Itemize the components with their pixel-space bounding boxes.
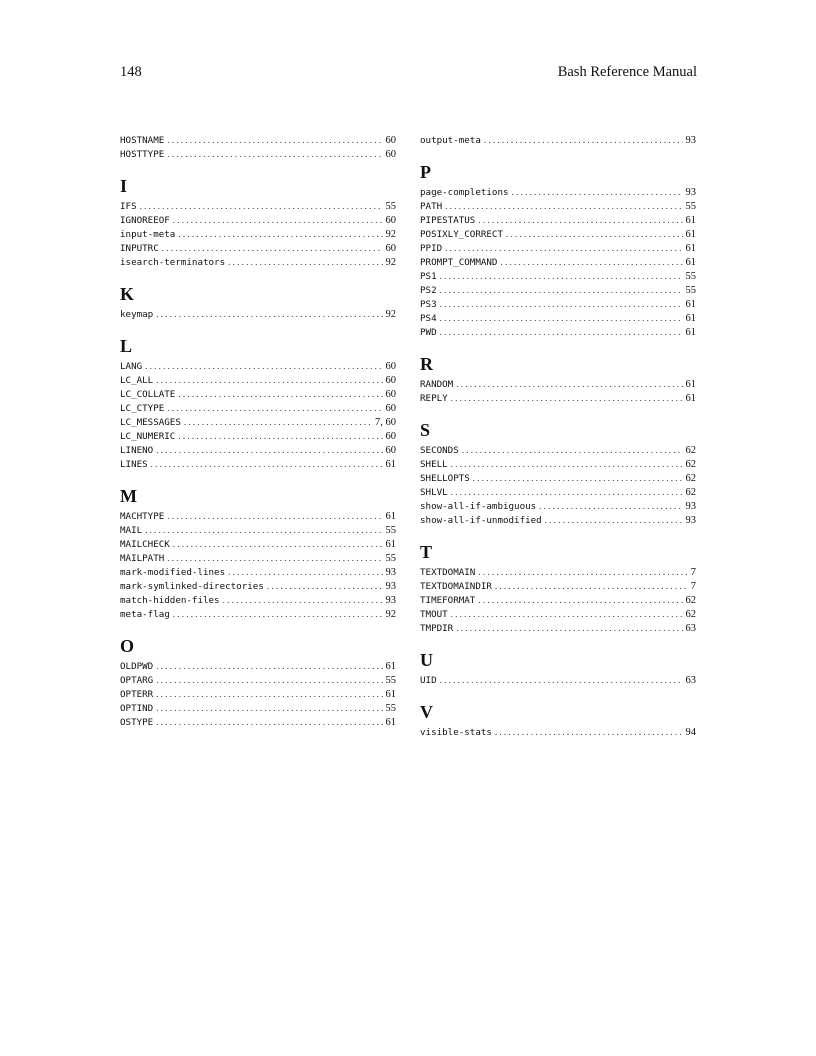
index-entry [120, 687, 396, 701]
entry-page-numbers: 93 [685, 501, 696, 512]
entry-name: LINENO [120, 445, 154, 456]
index-entry [420, 579, 696, 593]
entry-name: match-hidden-files [120, 595, 220, 606]
entry-page-numbers: 61 [685, 327, 696, 338]
entry-page-numbers: 93 [385, 567, 396, 578]
index-entry [120, 429, 396, 443]
dot-leader [178, 387, 382, 401]
index-entry [420, 621, 696, 635]
index-entry [420, 199, 696, 213]
index-entry [420, 185, 696, 199]
entry-page-numbers: 63 [685, 623, 696, 634]
entry-name: OPTIND [120, 703, 154, 714]
entry-page-numbers: 61 [685, 257, 696, 268]
section-letter-heading: I [120, 176, 128, 196]
entry-page-numbers: 93 [385, 581, 396, 592]
dot-leader [156, 659, 382, 673]
entry-page-numbers: 7 [690, 581, 696, 592]
index-entry [420, 325, 696, 339]
entry-page-numbers: 92 [385, 309, 396, 320]
entry-name: PS4 [420, 313, 437, 324]
dot-leader [495, 579, 688, 593]
index-entry [420, 443, 696, 457]
dot-leader [140, 199, 383, 213]
entry-name: LC_ALL [120, 375, 154, 386]
entry-page-numbers: 55 [385, 675, 396, 686]
page-header [120, 64, 697, 84]
entry-name: output-meta [420, 135, 481, 146]
entry-name: SHELLOPTS [420, 473, 470, 484]
index-entry [120, 199, 396, 213]
entry-name: PROMPT_COMMAND [420, 257, 498, 268]
dot-leader [145, 359, 382, 373]
entry-name: OPTERR [120, 689, 154, 700]
index-entry [420, 593, 696, 607]
entry-name: show-all-if-ambiguous [420, 501, 537, 512]
dot-leader [173, 537, 383, 551]
index-entry [120, 551, 396, 565]
entry-page-numbers: 55 [685, 285, 696, 296]
entry-page-numbers: 94 [685, 727, 696, 738]
entry-name: show-all-if-unmodified [420, 515, 542, 526]
dot-leader [478, 213, 682, 227]
index-entry [420, 471, 696, 485]
dot-leader [495, 725, 683, 739]
index-entry [420, 485, 696, 499]
index-entry [420, 311, 696, 325]
entry-page-numbers: 61 [685, 393, 696, 404]
index-entry [120, 227, 396, 241]
entry-page-numbers: 61 [685, 299, 696, 310]
entry-page-numbers: 62 [685, 473, 696, 484]
entry-name: PWD [420, 327, 437, 338]
entry-page-numbers: 55 [685, 201, 696, 212]
entry-name: LC_COLLATE [120, 389, 176, 400]
dot-leader [173, 213, 383, 227]
index-entry [420, 283, 696, 297]
entry-name: PS3 [420, 299, 437, 310]
entry-name: PIPESTATUS [420, 215, 476, 226]
entry-page-numbers: 62 [685, 609, 696, 620]
index-entry [120, 565, 396, 579]
entry-name: LINES [120, 459, 148, 470]
index-group [420, 699, 696, 739]
dot-leader [156, 701, 382, 715]
index-entry [420, 673, 696, 687]
running-title: Bash Reference Manual [557, 64, 697, 80]
section-letter-heading: S [420, 420, 431, 440]
dot-leader [440, 673, 683, 687]
dot-leader [484, 133, 683, 147]
section-letter-heading: V [420, 702, 433, 722]
index-entry [120, 133, 396, 147]
entry-page-numbers: 61 [385, 661, 396, 672]
index-entry [120, 443, 396, 457]
index-entry [120, 373, 396, 387]
index-entry [120, 387, 396, 401]
index-entry [420, 391, 696, 405]
entry-name: TEXTDOMAINDIR [420, 581, 492, 592]
dot-leader [462, 443, 683, 457]
index-entry [120, 457, 396, 471]
dot-leader [173, 607, 383, 621]
entry-page-numbers: 61 [385, 511, 396, 522]
index-entry [120, 701, 396, 715]
dot-leader [178, 227, 382, 241]
entry-name: POSIXLY_CORRECT [420, 229, 503, 240]
index-entry [420, 297, 696, 311]
entry-name: MACHTYPE [120, 511, 165, 522]
section-letter-heading: R [420, 354, 433, 374]
index-entry [420, 227, 696, 241]
entry-name: UID [420, 675, 437, 686]
index-group [120, 333, 396, 471]
index-group [420, 417, 696, 527]
entry-page-numbers: 61 [385, 717, 396, 728]
index-entry [120, 715, 396, 729]
dot-leader [156, 687, 382, 701]
entry-name: MAILCHECK [120, 539, 170, 550]
entry-page-numbers: 55 [385, 201, 396, 212]
index-entry [420, 269, 696, 283]
entry-name: LC_MESSAGES [120, 417, 181, 428]
entry-page-numbers: 61 [685, 243, 696, 254]
entry-name: LANG [120, 361, 143, 372]
index-entry [120, 659, 396, 673]
entry-name: PS1 [420, 271, 437, 282]
index-entry [420, 255, 696, 269]
dot-leader [156, 373, 382, 387]
dot-leader [167, 551, 382, 565]
dot-leader [178, 429, 382, 443]
entry-name: LC_CTYPE [120, 403, 165, 414]
index-group [420, 647, 696, 687]
entry-name: PPID [420, 243, 443, 254]
dot-leader [456, 377, 682, 391]
index-entry [120, 579, 396, 593]
dot-leader [167, 401, 382, 415]
dot-leader [156, 673, 382, 687]
section-letter-heading: K [120, 284, 135, 304]
index-entry [420, 513, 696, 527]
index-entry [120, 401, 396, 415]
section-letter-heading: O [120, 636, 135, 656]
index-entry [120, 607, 396, 621]
dot-leader [223, 593, 383, 607]
entry-name: OLDPWD [120, 661, 154, 672]
dot-leader [156, 307, 382, 321]
dot-leader [539, 499, 682, 513]
entry-name: PATH [420, 201, 443, 212]
entry-page-numbers: 60 [385, 431, 396, 442]
index-entry [120, 523, 396, 537]
dot-leader [506, 227, 683, 241]
index-entry [420, 607, 696, 621]
index-group [120, 483, 396, 621]
dot-leader [451, 391, 683, 405]
index-entry [420, 241, 696, 255]
dot-leader [451, 485, 683, 499]
index-entry [420, 133, 696, 147]
dot-leader [228, 565, 382, 579]
dot-leader [478, 565, 687, 579]
entry-page-numbers: 60 [385, 149, 396, 160]
entry-page-numbers: 61 [685, 229, 696, 240]
dot-leader [440, 269, 683, 283]
entry-page-numbers: 60 [385, 135, 396, 146]
dot-leader [167, 509, 382, 523]
entry-page-numbers: 62 [685, 459, 696, 470]
index-entry [420, 725, 696, 739]
index-entry [120, 147, 396, 161]
entry-page-numbers: 61 [385, 689, 396, 700]
section-letter-heading: M [120, 486, 137, 506]
entry-page-numbers: 92 [385, 609, 396, 620]
entry-page-numbers: 60 [385, 375, 396, 386]
index-entry [120, 359, 396, 373]
entry-page-numbers: 60 [385, 361, 396, 372]
entry-page-numbers: 55 [385, 703, 396, 714]
index-entry [420, 377, 696, 391]
section-letter-heading: L [120, 336, 133, 356]
entry-page-numbers: 60 [385, 403, 396, 414]
dot-leader [445, 199, 682, 213]
index-entry [120, 255, 396, 269]
index-entry [120, 673, 396, 687]
index-group [420, 133, 696, 147]
dot-leader [500, 255, 682, 269]
entry-name: IGNOREEOF [120, 215, 170, 226]
index-group [420, 351, 696, 405]
entry-page-numbers: 93 [685, 135, 696, 146]
entry-page-numbers: 92 [385, 229, 396, 240]
dot-leader [440, 311, 683, 325]
entry-name: RANDOM [420, 379, 454, 390]
index-entry [420, 457, 696, 471]
index-group [120, 173, 396, 269]
entry-page-numbers: 93 [385, 595, 396, 606]
dot-leader [151, 457, 383, 471]
section-letter-heading: P [420, 162, 431, 182]
entry-name: SECONDS [420, 445, 459, 456]
index-entry [120, 415, 396, 429]
entry-name: SHLVL [420, 487, 448, 498]
entry-name: page-completions [420, 187, 509, 198]
index-group [120, 281, 396, 321]
entry-page-numbers: 61 [685, 215, 696, 226]
entry-name: IFS [120, 201, 137, 212]
dot-leader [478, 593, 682, 607]
entry-name: REPLY [420, 393, 448, 404]
dot-leader [228, 255, 382, 269]
dot-leader [456, 621, 682, 635]
entry-page-numbers: 93 [685, 187, 696, 198]
entry-page-numbers: 63 [685, 675, 696, 686]
dot-leader [167, 147, 382, 161]
index-entry [120, 307, 396, 321]
index-entry [120, 241, 396, 255]
entry-page-numbers: 61 [385, 459, 396, 470]
entry-name: TEXTDOMAIN [420, 567, 476, 578]
entry-name: SHELL [420, 459, 448, 470]
dot-leader [445, 241, 682, 255]
entry-page-numbers: 55 [385, 525, 396, 536]
index-column-left [120, 133, 396, 729]
index-column-right [420, 133, 696, 739]
dot-leader [451, 607, 683, 621]
entry-name: OPTARG [120, 675, 154, 686]
entry-page-numbers: 55 [385, 553, 396, 564]
entry-page-numbers: 61 [685, 313, 696, 324]
entry-page-numbers: 61 [685, 379, 696, 390]
entry-page-numbers: 55 [685, 271, 696, 282]
dot-leader [162, 241, 383, 255]
entry-name: MAIL [120, 525, 143, 536]
entry-name: meta-flag [120, 609, 170, 620]
entry-name: visible-stats [420, 727, 492, 738]
entry-name: OSTYPE [120, 717, 154, 728]
dot-leader [156, 715, 382, 729]
dot-leader [545, 513, 683, 527]
index-group [420, 539, 696, 635]
index-entry [120, 537, 396, 551]
entry-name: isearch-terminators [120, 257, 226, 268]
index-group [120, 633, 396, 729]
entry-page-numbers: 60 [385, 389, 396, 400]
dot-leader [440, 325, 683, 339]
entry-name: HOSTNAME [120, 135, 165, 146]
index-entry [420, 213, 696, 227]
entry-page-numbers: 7, 60 [375, 417, 396, 428]
entry-page-numbers: 60 [385, 215, 396, 226]
dot-leader [267, 579, 383, 593]
entry-name: HOSTTYPE [120, 149, 165, 160]
entry-name: mark-symlinked-directories [120, 581, 264, 592]
entry-page-numbers: 7 [690, 567, 696, 578]
dot-leader [512, 185, 683, 199]
entry-name: MAILPATH [120, 553, 165, 564]
dot-leader [156, 443, 382, 457]
entry-name: TMPDIR [420, 623, 454, 634]
entry-page-numbers: 62 [685, 595, 696, 606]
dot-leader [473, 471, 683, 485]
section-letter-heading: U [420, 650, 433, 670]
entry-name: input-meta [120, 229, 176, 240]
entry-name: INPUTRC [120, 243, 159, 254]
dot-leader [184, 415, 372, 429]
entry-page-numbers: 93 [685, 515, 696, 526]
index-group [420, 159, 696, 339]
index-entry [120, 509, 396, 523]
dot-leader [440, 297, 683, 311]
entry-page-numbers: 62 [685, 487, 696, 498]
entry-name: PS2 [420, 285, 437, 296]
entry-page-numbers: 92 [385, 257, 396, 268]
dot-leader [145, 523, 382, 537]
entry-page-numbers: 60 [385, 445, 396, 456]
dot-leader [440, 283, 683, 297]
entry-name: keymap [120, 309, 154, 320]
entry-name: TMOUT [420, 609, 448, 620]
entry-name: mark-modified-lines [120, 567, 226, 578]
index-entry [120, 213, 396, 227]
entry-name: TIMEFORMAT [420, 595, 476, 606]
entry-page-numbers: 61 [385, 539, 396, 550]
dot-leader [167, 133, 382, 147]
dot-leader [451, 457, 683, 471]
entry-page-numbers: 62 [685, 445, 696, 456]
index-entry [420, 499, 696, 513]
section-letter-heading: T [420, 542, 433, 562]
entry-name: LC_NUMERIC [120, 431, 176, 442]
page-number: 148 [120, 64, 142, 80]
index-entry [420, 565, 696, 579]
index-group [120, 133, 396, 161]
entry-page-numbers: 60 [385, 243, 396, 254]
index-entry [120, 593, 396, 607]
